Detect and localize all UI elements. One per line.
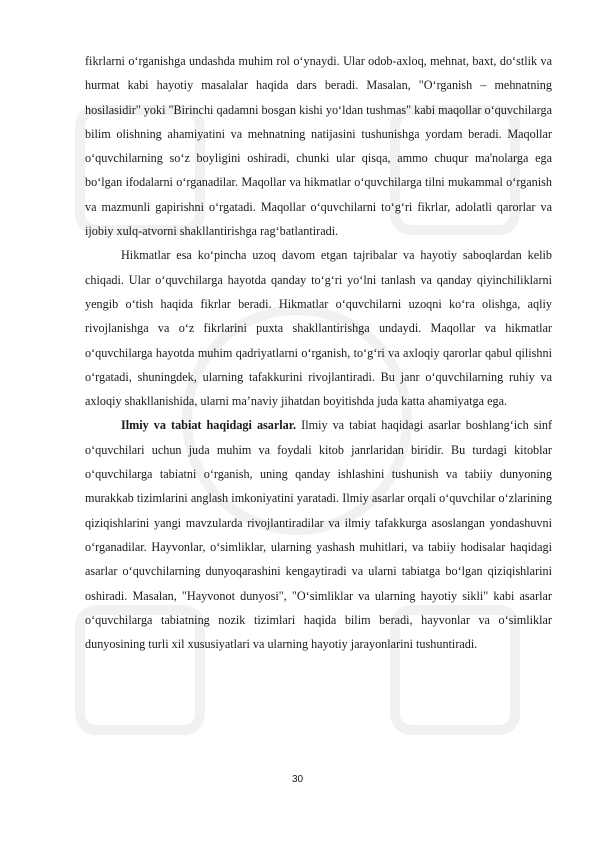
paragraph-text: fikrlarni o‘rganishga undashda muhim rol o‘ynaydi. Ular odob-axloq, mehnat, baxt, do‘stlik va hurmat kabi hayotiy masalalar haqida dars beradi. Masalan, "O‘rganish – mehnatning hosilasidir" yoki "Birinchi qadamni bosgan kishi yo‘ldan tushmas" kabi maqollar o‘quvchilarga bilim olishning ahamiyatini va mehnatning natijasini tushunishga yordam beradi. Maqollar o‘quvchilarning so‘z boyligini oshiradi, chunki ular qisqa, ammo chuqur ma'nolarga ega bo‘lgan ifodalarni o‘rganadilar. Maqollar va hikmatlar o‘quvchilarga tilni mukammal o‘rganish va mazmunli gapirishni o‘rgatadi. Maqollar o‘quvchilarni to‘g‘ri fikrlar, adolatli qarorlar va ijobiy xulq-atvorni shakllantirishga rag‘batlantiradi. — [85, 54, 552, 239]
page-body — [85, 49, 552, 656]
paragraph-science-nature — [85, 413, 552, 656]
page-number: 30 — [291, 774, 304, 785]
paragraph-text: Hikmatlar esa ko‘pincha uzoq davom etgan tajribalar va hayotiy saboqlardan kelib chiqadi. Ular o‘quvchilarga hayotda qanday to‘g‘ri yo‘lni tanlash va qanday qiyinchiliklarni yengib o‘tish haqida fikrlar beradi. Hikmatlar o‘quvchilarni uzoqni ko‘ra olishga, aqliy rivojlanishga va o‘z fikrlarini puxta shakllantirishga undaydi. Maqollar va hikmatlar o‘quvchilarga hayotda muhim qadriyatlarni o‘rganish, to‘g‘ri va axloqiy qarorlar qabul qilishni o‘rgatadi, shuningdek, ularning tafakkurini rivojlantiradi. Bu janr o‘quvchilarning ruhiy va axloqiy shakllanishida, ularni ma’naviy jihatdan boyitishda juda katta ahamiyatga ega. — [85, 248, 552, 409]
paragraph-text: Ilmiy va tabiat haqidagi asarlar boshlang‘ich sinf o‘quvchilari uchun juda muhim va foydali kitob janrlaridan biridir. Bu turdagi kitoblar o‘quvchilarga tabiatni o‘rganish, uning qanday ishlashini tushunish va tabiiy dunyoning murakkab tizimlarini anglash imkoniyatini yaratadi. Ilmiy asarlar orqali o‘quvchilar o‘zlarining qiziqishlarini yangi mavzularda rivojlantiradilar va ilmiy tafakkurga asoslangan yondashuvni o‘rganadilar. Hayvonlar, o‘simliklar, ularning yashash muhitlari, va tabiiy hodisalar haqidagi asarlar o‘quvchilarning dunyoqarashini kengaytiradi va ularni tabiatga bo‘lgan qiziqishlarini oshiradi. Masalan, "Hayvonot dunyosi", "O‘simliklar va ularning hayotiy sikli" kabi asarlar o‘quvchilarga tabiatning nozik tizimlari haqida bilim beradi, hayvonlar va o‘simliklar dunyosining turli xil xususiyatlari va ularning hayotiy jarayonlarini tushuntiradi. — [85, 418, 553, 652]
paragraph-wise-sayings — [85, 243, 552, 413]
paragraph-proverbs — [85, 49, 552, 243]
section-heading: Ilmiy va tabiat haqidagi asarlar. — [121, 418, 297, 433]
